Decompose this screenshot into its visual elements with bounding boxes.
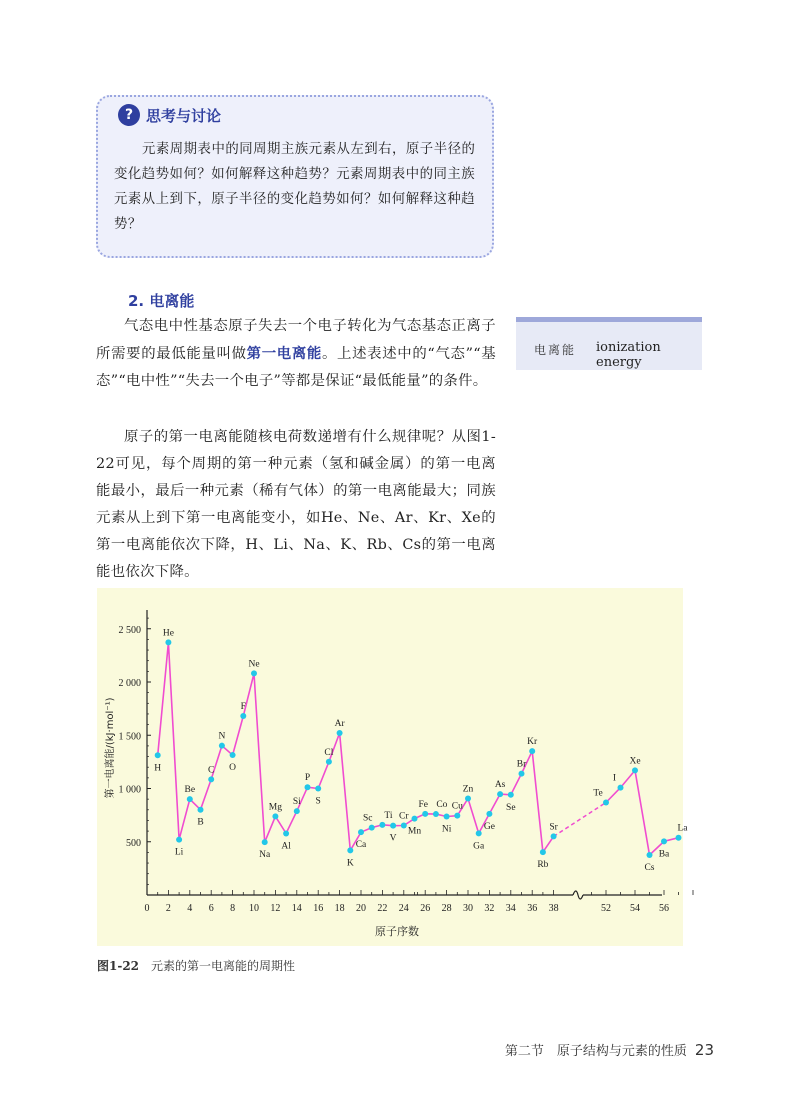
data-label-sc: Sc — [362, 813, 373, 824]
data-label-cs: Cs — [644, 862, 655, 873]
data-label-ba: Ba — [658, 849, 670, 860]
data-label-k: K — [346, 858, 354, 869]
data-label-as: As — [494, 780, 506, 791]
data-point-xe — [632, 767, 638, 773]
y-tick-label: 2 500 — [118, 624, 141, 636]
data-point-sr — [551, 833, 557, 839]
data-label-cu: Cu — [451, 801, 463, 812]
data-label-cr: Cr — [399, 811, 409, 822]
data-point-mg — [272, 813, 278, 819]
series-line-1 — [158, 642, 554, 852]
page-number: 23 — [694, 1041, 714, 1059]
x-tick-label: 12 — [270, 903, 281, 914]
data-point-cr — [401, 822, 407, 828]
y-tick-label: 1 000 — [118, 784, 141, 796]
data-label-b: B — [197, 817, 204, 828]
data-label-i: I — [612, 773, 617, 784]
data-point-rb — [540, 849, 546, 855]
data-point-ar — [337, 730, 343, 736]
figure-number: 图1-22 — [97, 959, 140, 973]
x-tick-label: 22 — [377, 903, 388, 914]
data-point-s — [315, 786, 321, 792]
data-point-c — [208, 776, 214, 782]
data-label-ca: Ca — [355, 840, 367, 851]
data-label-p: P — [304, 773, 311, 784]
data-label-zn: Zn — [462, 784, 474, 795]
think-discuss-box — [96, 95, 494, 258]
data-label-v: V — [389, 833, 397, 844]
axis-break-mark — [573, 891, 583, 899]
data-label-ge: Ge — [483, 821, 495, 832]
data-point-as — [497, 791, 503, 797]
y-tick-label: 1 500 — [118, 731, 141, 743]
data-point-al — [283, 830, 289, 836]
data-label-mn: Mn — [407, 826, 422, 837]
y-axis-label: 第一电离能/(kJ·mol⁻¹) — [105, 697, 116, 799]
y-tick-label: 500 — [126, 837, 141, 849]
data-point-p — [305, 784, 311, 790]
data-point-sc — [369, 825, 375, 831]
data-label-be: Be — [184, 785, 196, 796]
data-point-se — [508, 792, 514, 798]
data-label-kr: Kr — [527, 737, 538, 748]
data-label-br: Br — [516, 759, 527, 770]
data-point-kr — [529, 748, 535, 754]
data-label-he: He — [162, 628, 174, 639]
x-tick-label: 0 — [144, 903, 150, 914]
term-sidebar — [516, 317, 702, 370]
data-label-n: N — [218, 731, 226, 742]
data-point-ne — [251, 670, 257, 676]
data-point-i — [618, 785, 624, 791]
data-point-ti — [379, 822, 385, 828]
data-label-f: F — [240, 701, 246, 712]
data-label-ga: Ga — [473, 841, 485, 852]
data-point-n — [219, 743, 225, 749]
think-discuss-header — [118, 104, 221, 126]
data-point-he — [165, 639, 171, 645]
x-tick-label: 26 — [420, 903, 431, 914]
x-tick-label: 38 — [548, 903, 559, 914]
data-point-be — [187, 796, 193, 802]
think-discuss-text: 元素周期表中的同周期主族元素从左到右，原子半径的变化趋势如何？如何解释这种趋势？元素周期表中的同主族元素从上到下，原子半径的变化趋势如何？如何解释这种趋势？ — [114, 142, 476, 232]
x-tick-label: 10 — [249, 903, 259, 914]
data-point-ge — [486, 811, 492, 817]
data-label-xe: Xe — [629, 756, 641, 767]
data-label-mg: Mg — [268, 802, 283, 813]
paragraph-definition-before: 气态电中性基态原子失去一个电子转化为气态基态正离子所需要的最低能量叫做 — [96, 318, 496, 362]
x-tick-label: 4 — [187, 903, 193, 914]
data-label-al: Al — [281, 841, 291, 852]
data-point-k — [347, 847, 353, 853]
data-point-ba — [661, 838, 667, 844]
paragraph-definition — [96, 313, 496, 395]
data-point-li — [176, 837, 182, 843]
data-label-se: Se — [506, 802, 516, 813]
data-label-ni: Ni — [441, 824, 452, 835]
series-link-xe-cs — [635, 770, 650, 855]
data-label-sr: Sr — [549, 822, 558, 833]
data-label-na: Na — [259, 850, 271, 861]
chart-panel — [97, 588, 688, 946]
data-point-ni — [444, 814, 450, 820]
page-footer — [505, 1040, 714, 1059]
data-point-mn — [412, 816, 418, 822]
data-point-cs — [647, 852, 653, 858]
data-label-ne: Ne — [248, 659, 260, 670]
data-point-fe — [422, 811, 428, 817]
data-point-b — [198, 807, 204, 813]
x-tick-label: 32 — [484, 903, 495, 914]
data-label-c: C — [208, 765, 215, 776]
data-point-ga — [476, 830, 482, 836]
x-tick-label: 2 — [165, 903, 171, 914]
data-point-zn — [465, 796, 471, 802]
paragraph-trend: 原子的第一电离能随核电荷数递增有什么规律呢？从图1-22可见，每个周期的第一种元素（氢和碱金属）的第一电离能最小，最后一种元素（稀有气体）的第一电离能最大；同族元素从上到下第一电离能变小，如He、Ne、Ar、Kr、Xe的第一电离能依次下降，H、Li、Na、K、Rb、Cs的第一电离能也依次下降。 — [96, 429, 496, 580]
question-icon: ? — [118, 104, 140, 126]
x-tick-label: 56 — [659, 903, 669, 914]
x-tick-label: 28 — [441, 903, 452, 914]
x-tick-label: 34 — [505, 903, 516, 914]
x-tick-label: 36 — [527, 903, 538, 914]
chapter-section: 第二节 原子结构与元素的性质 — [504, 1044, 687, 1059]
data-label-te: Te — [593, 788, 603, 799]
x-tick-label: 6 — [208, 903, 214, 914]
term-english: ionization energy — [596, 340, 661, 370]
term-chinese: 电离能 — [534, 343, 577, 357]
x-tick-label: 20 — [356, 903, 366, 914]
data-label-fe: Fe — [418, 799, 428, 810]
data-point-h — [155, 752, 161, 758]
data-point-v — [390, 823, 396, 829]
x-tick-label: 30 — [463, 903, 473, 914]
data-point-o — [230, 752, 236, 758]
x-tick-label: 16 — [313, 903, 324, 914]
data-label-s: S — [315, 796, 321, 807]
x-tick-label: 52 — [601, 903, 611, 914]
data-label-li: Li — [174, 847, 184, 858]
data-label-rb: Rb — [537, 860, 549, 871]
data-point-br — [519, 771, 525, 777]
data-point-f — [240, 713, 246, 719]
data-point-ca — [358, 829, 364, 835]
data-label-o: O — [229, 763, 237, 774]
data-label-cl: Cl — [324, 747, 334, 758]
x-tick-label: 24 — [398, 903, 409, 914]
x-axis-label: 原子序数 — [375, 925, 419, 938]
figure-caption — [97, 957, 295, 974]
data-point-na — [262, 839, 268, 845]
dashed-link — [554, 802, 606, 836]
data-label-si: Si — [292, 797, 301, 808]
data-point-co — [433, 811, 439, 817]
think-discuss-title: 思考与讨论 — [146, 106, 222, 125]
data-point-cu — [454, 813, 460, 819]
term-highlight: 第一电离能 — [246, 345, 322, 362]
data-label-co: Co — [436, 800, 448, 811]
data-point-cl — [326, 759, 332, 765]
data-point-te — [603, 799, 609, 805]
x-tick-label: 18 — [334, 903, 345, 914]
data-label-ar: Ar — [334, 719, 345, 730]
y-tick-label: 2 000 — [118, 678, 141, 689]
data-point-la — [676, 835, 682, 841]
data-label-h: H — [154, 763, 162, 774]
data-label-la: La — [677, 823, 688, 834]
section-title: 2. 电离能 — [128, 292, 195, 310]
x-tick-label: 8 — [230, 903, 236, 914]
paragraph-definition-after: 。上述表述中的“气态”“基态”“电中性”“失去一个电子”等都是保证“最低能量”的条件。 — [96, 346, 496, 389]
figure-caption-text: 元素的第一电离能的周期性 — [151, 959, 296, 973]
x-tick-label: 14 — [291, 903, 302, 914]
data-point-si — [294, 808, 300, 814]
data-label-ti: Ti — [384, 810, 393, 821]
ionization-energy-chart — [97, 588, 688, 946]
x-tick-label: 54 — [630, 903, 640, 914]
